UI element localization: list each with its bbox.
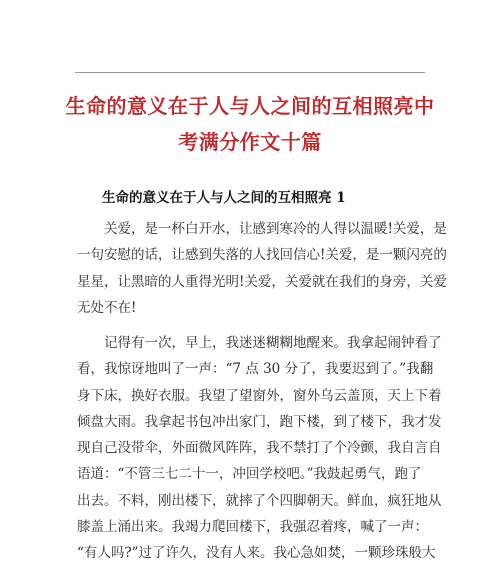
paragraph-line: 膝盖上涌出来。我竭力爬回楼下，我强忍着疼，喊了一声：	[77, 519, 428, 536]
document-title-line-2: 考满分作文十篇	[178, 130, 322, 154]
paragraph-line: 关爱，是一杯白开水，让感到寒冷的人得以温暖!关爱，是	[104, 221, 447, 237]
paragraph-line: 记得有一次，早上，我迷迷糊糊地醒来。我拿起闹钟看了	[104, 335, 442, 351]
paragraph-1	[77, 216, 447, 321]
top-divider	[75, 72, 425, 73]
paragraph-line: 身下床，换好衣服。我望了望窗外，窗外乌云盖顶，天上下着	[77, 387, 442, 404]
paragraph-line: “有人吗?”过了许久，没有人来。我心急如焚，一颗珍珠般大	[77, 545, 436, 562]
document-title-line-1: 生命的意义在于人与人之间的互相照亮中	[65, 94, 435, 118]
section-heading: 生命的意义在于人与人之间的互相照亮 1	[102, 190, 346, 206]
paragraph-2	[77, 330, 442, 566]
paragraph-line: 语道：“不管三七二十一，冲回学校吧。”我鼓起勇气，跑了	[77, 466, 422, 483]
paragraph-line: 倾盘大雨。我拿起书包冲出家门，跑下楼，到了楼下，我才发	[77, 413, 442, 430]
paragraph-line: 无处不在!	[77, 299, 137, 316]
paragraph-line: 看，我惊讶地叫了一声：“7 点 30 分了，我要迟到了。”我翻	[77, 361, 434, 378]
paragraph-line: 星星，让黑暗的人重得光明!关爱，关爱就在我们的身旁，关爱	[77, 273, 447, 290]
paragraph-line: 出去。不料，刚出楼下，就摔了个四脚朝天。鲜血，疯狂地从	[77, 492, 442, 509]
paragraph-line: 一句安慰的话，让感到失落的人找回信心!关爱，是一颗闪亮的	[77, 247, 447, 264]
paragraph-line: 现自己没带伞，外面微风阵阵，我不禁打了个冷颤，我自言自	[77, 440, 442, 457]
